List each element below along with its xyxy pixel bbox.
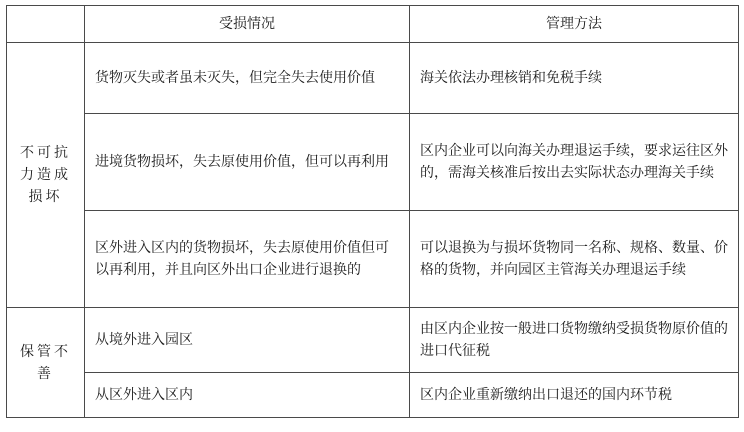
- header-method: 管理方法: [410, 6, 739, 43]
- header-situation: 受损情况: [85, 6, 410, 43]
- category-poor-custody: 保管不善: [7, 308, 85, 418]
- method-cell: 可以退换为与损坏货物同一名称、规格、数量、价格的货物，并向园区主管海关办理退运手续: [410, 211, 739, 308]
- damage-management-table: [6, 5, 739, 418]
- method-cell: 区内企业重新缴纳出口退还的国内环节税: [410, 373, 739, 418]
- table-row: [7, 43, 739, 114]
- situation-cell: 进境货物损坏，失去原使用价值，但可以再利用: [85, 114, 410, 211]
- method-cell: 海关依法办理核销和免税手续: [410, 43, 739, 114]
- table-row: [7, 114, 739, 211]
- situation-cell: 区外进入区内的货物损坏，失去原使用价值但可以再利用，并且向区外出口企业进行退换的: [85, 211, 410, 308]
- situation-cell: 从区外进入区内: [85, 373, 410, 418]
- header-blank: [7, 6, 85, 43]
- table-row: [7, 211, 739, 308]
- category-force-majeure: 不可抗力造成损坏: [7, 43, 85, 308]
- method-cell: 区内企业可以向海关办理退运手续，要求运往区外的，需海关核准后按出去实际状态办理海关手续: [410, 114, 739, 211]
- table-row: [7, 308, 739, 373]
- header-row: [7, 6, 739, 43]
- situation-cell: 货物灭失或者虽未灭失，但完全失去使用价值: [85, 43, 410, 114]
- method-cell: 由区内企业按一般进口货物缴纳受损货物原价值的进口代征税: [410, 308, 739, 373]
- situation-cell: 从境外进入园区: [85, 308, 410, 373]
- table-row: [7, 373, 739, 418]
